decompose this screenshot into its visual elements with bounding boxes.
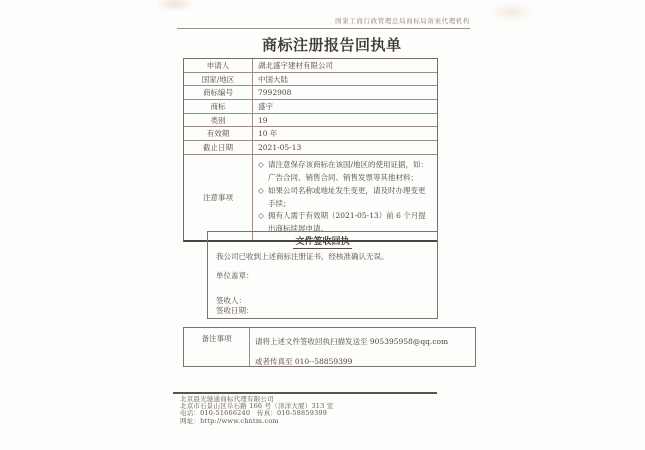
remarks-label: 备注事项	[184, 328, 250, 366]
row-label: 商标编号	[184, 86, 253, 99]
notice-item	[258, 159, 432, 185]
table-row-class	[184, 114, 437, 128]
table-row-trademark	[184, 100, 437, 114]
notice-text: 请注意保存该商标在该国/地区的使用证据，如：广告合同、销售合同、销售发票等其他材料；	[268, 159, 429, 182]
remarks-content	[250, 328, 475, 366]
diamond-bullet-icon: ◇	[258, 211, 264, 221]
remarks-line-email: 请将上述文件签收回执扫描发送至 905395958@qq.com	[255, 337, 449, 346]
remarks-line-fax: 或者传真至 010--58859399	[255, 357, 353, 366]
row-label: 国家/地区	[184, 73, 253, 86]
row-label: 申请人	[184, 59, 253, 72]
row-value: 2021-05-13	[258, 142, 302, 152]
footer-website: 网址：http://www.chntm.com	[180, 416, 279, 425]
table-row-trademark-number	[184, 86, 437, 100]
notices-content	[253, 155, 437, 240]
table-row-validity	[184, 127, 437, 141]
row-value: 中国大陆	[258, 74, 288, 84]
row-label: 商标	[184, 100, 253, 113]
signer-label: 签收人：	[216, 296, 246, 305]
document-receipt-box	[207, 231, 438, 319]
letterhead-agency-line: 国家工商行政管理总局商标局备案代理机构	[335, 17, 470, 25]
diamond-bullet-icon: ◇	[258, 185, 264, 195]
row-value: 7992908	[258, 88, 292, 98]
document-title: 商标注册报告回执单	[262, 36, 402, 54]
letterhead-rule	[177, 28, 470, 29]
remarks-table	[183, 327, 476, 367]
trademark-info-table	[183, 58, 438, 242]
row-value: 盛宇	[258, 101, 273, 111]
row-label: 有效期	[184, 127, 253, 140]
row-label: 类别	[184, 114, 253, 127]
row-label: 注意事项	[184, 155, 253, 240]
notice-item	[258, 185, 432, 211]
table-row-applicant	[184, 59, 437, 73]
footer-company: 北京晨光驰通商标代理有限公司	[180, 395, 274, 403]
notice-text: 拥有人需于有效期（2021-05-13）前 6 个月提出商标续展申请。	[268, 211, 426, 234]
scan-artifact	[155, 0, 195, 12]
row-value: 19	[258, 115, 268, 125]
receipt-statement: 我公司已收到上述商标注册证书，经核准确认无误。	[216, 252, 389, 261]
table-row-notices	[184, 155, 437, 240]
agency-footer	[180, 396, 333, 425]
table-row-country	[184, 73, 437, 87]
notice-text: 如果公司名称或地址发生变更，请及时办理变更手续；	[268, 185, 426, 208]
footer-address: 北京市石景山区阜石路 166 号（泽洋大厦）313 室	[180, 402, 334, 411]
footer-phone-fax: 电话：010-51666240 传真：010-58859399	[180, 409, 328, 418]
footer-rule	[173, 392, 437, 394]
table-row-expiry-date	[184, 141, 437, 155]
row-value: 湖北盛宇建材有限公司	[258, 60, 333, 70]
scan-artifact	[488, 2, 534, 22]
diamond-bullet-icon: ◇	[258, 159, 264, 169]
sign-date-label: 签收日期：	[216, 306, 254, 315]
company-seal-label: 单位盖章：	[216, 271, 254, 280]
row-label: 截止日期	[184, 141, 253, 154]
receipt-title: 文件签收回执	[295, 237, 350, 247]
row-value: 10 年	[258, 129, 278, 139]
